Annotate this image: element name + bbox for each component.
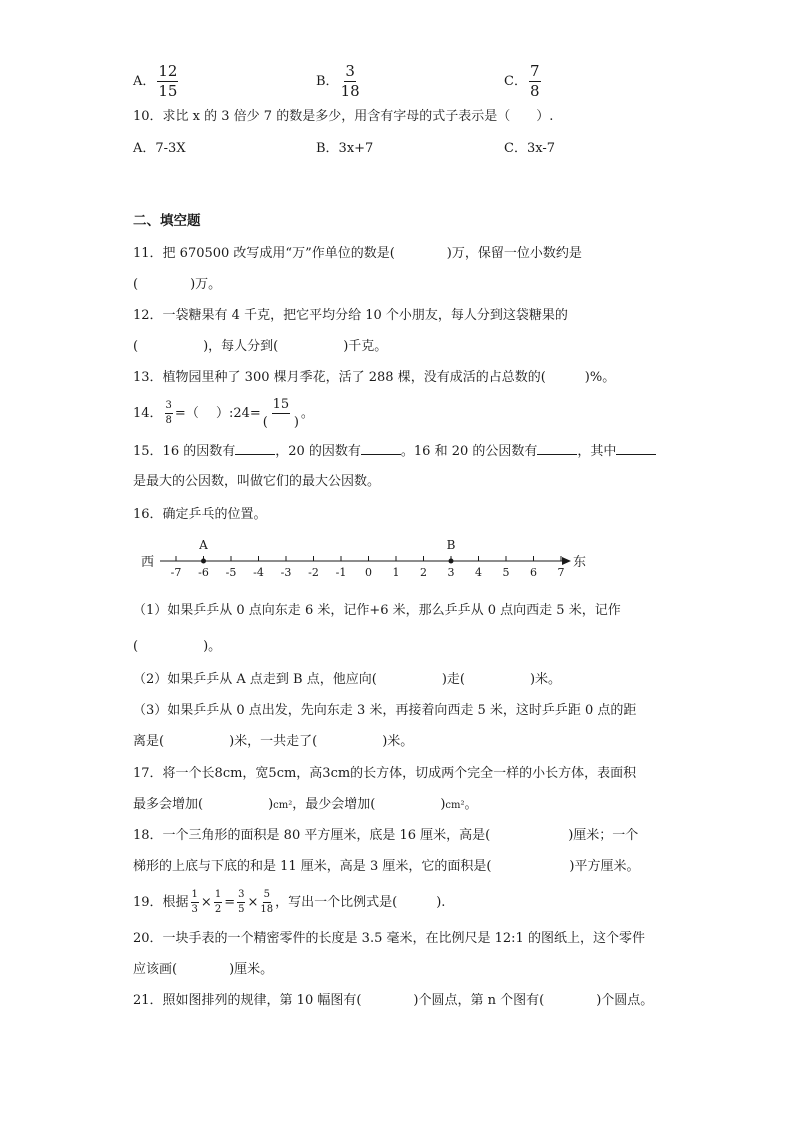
tick-label: -7 bbox=[170, 566, 182, 579]
number-line bbox=[135, 530, 605, 580]
q19-fraction-1-3: $\frac{1}{3}$ bbox=[191, 889, 198, 915]
east-label: 东 bbox=[573, 555, 587, 570]
number-line-ticks bbox=[171, 556, 565, 579]
q9-option-c: C． $\frac{7}{8}$ bbox=[504, 62, 540, 100]
q19-fraction-5-18: $\frac{5}{18}$ bbox=[260, 889, 274, 915]
q15-blank-3 bbox=[537, 442, 577, 455]
tick-label: 3 bbox=[447, 566, 455, 579]
q21-text: 21．照如图排列的规律，第 10 幅图有( )个圆点，第 n 个图有( )个圆点。 bbox=[133, 993, 654, 1008]
q10-option-c: C．3x-7 bbox=[504, 141, 555, 156]
q16-part1-line2: ( )。 bbox=[133, 639, 222, 654]
tick-label: 7 bbox=[557, 566, 565, 579]
west-label: 西 bbox=[141, 555, 155, 570]
q10-option-a: A．7-3X bbox=[133, 141, 186, 156]
q18-line1: 18．一个三角形的面积是 80 平方厘米，底是 16 厘米，高是( )厘米；一个 bbox=[133, 828, 639, 843]
q14-equation: 14． $\frac{3}{8}$ =（ ）:24= $\frac{15}{( )}$ 。 bbox=[133, 397, 314, 430]
q14-fraction-3-8: $\frac{3}{8}$ bbox=[165, 400, 172, 426]
tick-label: 0 bbox=[365, 566, 372, 579]
tick-label: 1 bbox=[392, 566, 400, 579]
q20-line2: 应该画( )厘米。 bbox=[133, 962, 274, 977]
q16-part3-line2: 离是( )米，一共走了( )米。 bbox=[133, 734, 414, 749]
q15-blank-1 bbox=[235, 442, 275, 455]
q15-line2: 是最大的公因数，叫做它们的最大公因数。 bbox=[133, 474, 381, 489]
q19-fraction-3-5: $\frac{3}{5}$ bbox=[238, 889, 245, 915]
section-heading: 二、填空题 bbox=[133, 213, 201, 229]
tick-label: -3 bbox=[280, 566, 292, 579]
point-a-label: A bbox=[199, 538, 208, 552]
q9-option-b: B． $\frac{3}{18}$ bbox=[316, 62, 360, 100]
q12-line2: ( )，每人分到( )千克。 bbox=[133, 339, 388, 354]
q16-title: 16．确定乒乓的位置。 bbox=[133, 507, 267, 522]
point-b-dot bbox=[449, 559, 454, 564]
q10-text: 10．求比 x 的 3 倍少 7 的数是多少，用含有字母的式子表示是（ ）. bbox=[133, 109, 554, 124]
tick-label: -4 bbox=[253, 566, 264, 579]
q18-line2: 梯形的上底与下底的和是 11 厘米，高是 3 厘米，它的面积是( )平方厘米。 bbox=[133, 859, 640, 874]
q14-fraction-15: $\frac{15}{( )}$ bbox=[262, 397, 299, 430]
q9-option-a: A． $\frac{12}{15}$ bbox=[133, 62, 178, 100]
tick-label: -2 bbox=[308, 566, 319, 579]
q13-text: 13．植物园里种了 300 棵月季花，活了 288 棵，没有成活的占总数的( )%。 bbox=[133, 370, 616, 385]
q17-unit-2: cm² bbox=[445, 800, 465, 811]
q15-blank-4 bbox=[616, 442, 656, 455]
q17-line2: 最多会增加( )cm²，最少会增加( )cm²。 bbox=[133, 797, 478, 812]
q15-blank-2 bbox=[361, 442, 401, 455]
q17-line1: 17．将一个长8cm，宽5cm，高3cm的长方体，切成两个完全一样的小长方体，表面积 bbox=[133, 766, 637, 781]
point-b-label: B bbox=[446, 538, 456, 552]
q9-option-c-fraction: $\frac{7}{8}$ bbox=[529, 62, 540, 100]
tick-label: -5 bbox=[225, 566, 237, 579]
tick-label: 5 bbox=[502, 566, 510, 579]
tick-label: 4 bbox=[475, 566, 482, 579]
q10-option-b: B．3x+7 bbox=[316, 141, 374, 156]
q15-line1: 15．16 的因数有 ，20 的因数有 。16 和 20 的公因数有 ，其中 bbox=[133, 442, 656, 462]
q19-fraction-1-2: $\frac{1}{2}$ bbox=[214, 889, 222, 915]
q12-line1: 12．一袋糖果有 4 千克，把它平均分给 10 个小朋友，每人分到这袋糖果的 bbox=[133, 308, 568, 323]
q9-option-b-fraction: $\frac{3}{18}$ bbox=[340, 62, 360, 100]
tick-label: -1 bbox=[335, 566, 347, 579]
q16-part3-line1: （3）如果乒乒从 0 点出发，先向东走 3 米，再接着向西走 5 米，这时乒乒距 0 点的距 bbox=[133, 703, 637, 718]
tick-label: 6 bbox=[530, 566, 537, 579]
q20-line1: 20．一块手表的一个精密零件的长度是 3.5 毫米，在比例尺是 12:1 的图纸上，这个零件 bbox=[133, 931, 645, 946]
tick-label: -6 bbox=[198, 566, 209, 579]
q19-equation: 19．根据 $\frac{1}{3}$ × $\frac{1}{2}$ = $\frac{3}{5}$ × $\frac{5}{18}$ ，写出一个比例式是( ). bbox=[133, 889, 446, 915]
number-line-arrow bbox=[562, 557, 571, 565]
point-a-dot bbox=[201, 559, 206, 564]
q9-option-a-fraction: $\frac{12}{15}$ bbox=[158, 62, 178, 100]
q16-part1-line1: （1）如果乒乒从 0 点向东走 6 米，记作+6 米，那么乒乒从 0 点向西走 5 米，记作 bbox=[133, 603, 621, 618]
q11-line1: 11．把 670500 改写成用“万”作单位的数是( )万，保留一位小数约是 bbox=[133, 246, 582, 261]
q11-line2: ( )万。 bbox=[133, 277, 222, 292]
tick-label: 2 bbox=[420, 566, 427, 579]
q16-part2: （2）如果乒乒从 A 点走到 B 点，他应向( )走( )米。 bbox=[133, 672, 562, 687]
q17-unit-1: cm² bbox=[273, 800, 293, 811]
